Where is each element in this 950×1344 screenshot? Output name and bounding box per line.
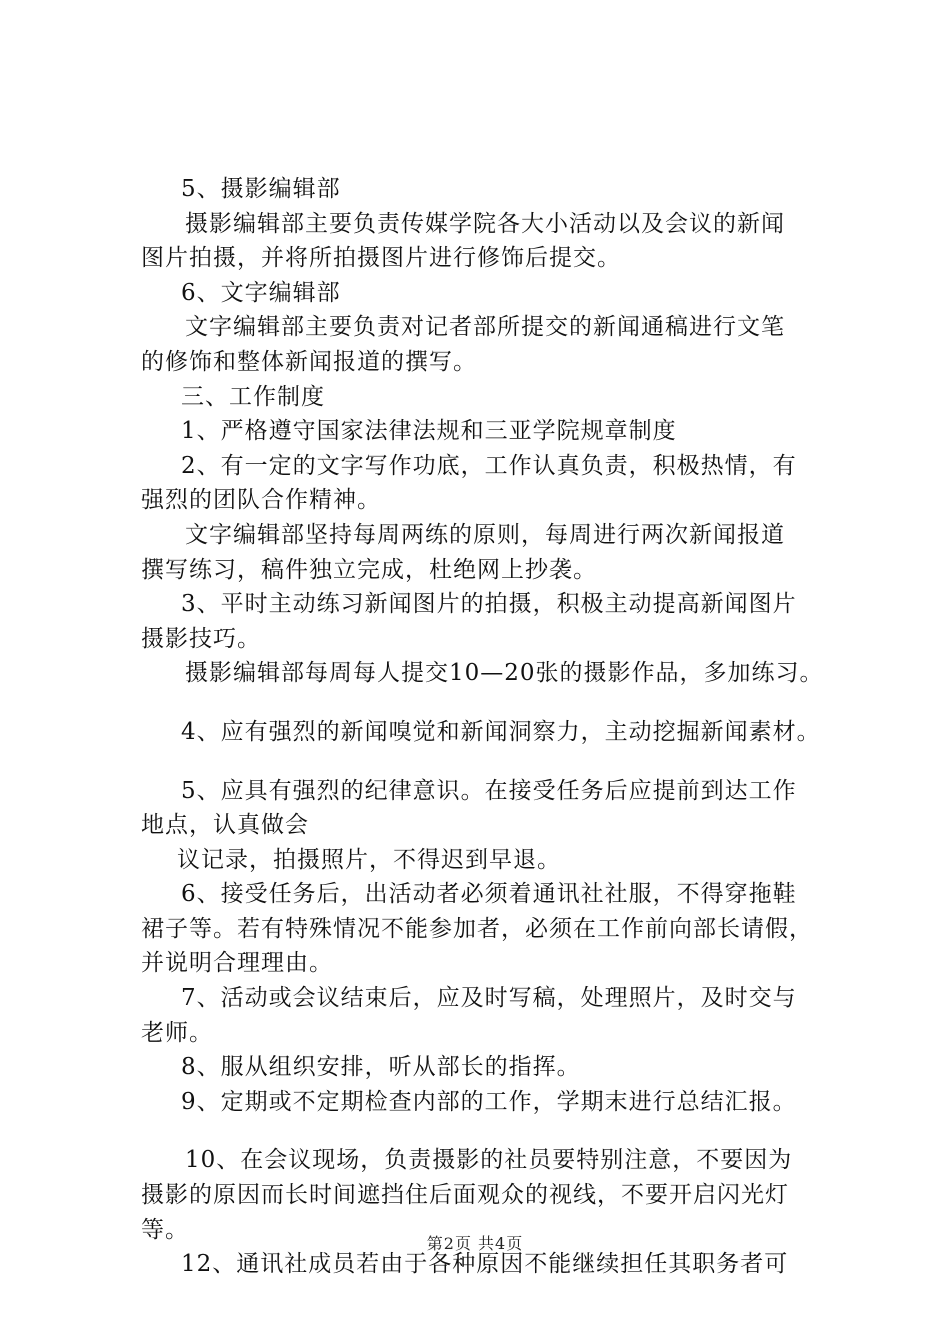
paragraph-line: 摄影的原因而长时间遮挡住后面观众的视线，不要开启闪光灯 bbox=[141, 1182, 789, 1209]
paragraph-line: 图片拍摄，并将所拍摄图片进行修饰后提交。 bbox=[141, 245, 621, 272]
rule-item: 2、有一定的文字写作功底，工作认真负责，积极热情，有 bbox=[181, 452, 797, 479]
spacer bbox=[141, 1119, 861, 1143]
rule-item: 8、服从组织安排，听从部长的指挥。 bbox=[181, 1054, 581, 1081]
rule-item: 3、平时主动练习新闻图片的拍摄，积极主动提高新闻图片 bbox=[181, 591, 797, 618]
paragraph-line: 文字编辑部坚持每周两练的原则，每周进行两次新闻报道 bbox=[185, 521, 785, 548]
section-heading-text-editing: 6、文字编辑部 bbox=[181, 279, 341, 306]
section-heading-work-rules: 三、工作制度 bbox=[181, 383, 325, 410]
paragraph-line: 裙子等。若有特殊情况不能参加者，必须在工作前向部长请假， bbox=[141, 915, 813, 942]
section-heading-photo-editing: 5、摄影编辑部 bbox=[181, 176, 341, 202]
paragraph-line: 议记录，拍摄照片，不得迟到早退。 bbox=[177, 846, 561, 873]
paragraph-line: 摄影技巧。 bbox=[141, 625, 261, 652]
paragraph-line: 老师。 bbox=[141, 1019, 213, 1046]
paragraph-line: 撰写练习，稿件独立完成，杜绝网上抄袭。 bbox=[141, 556, 597, 583]
spacer bbox=[141, 691, 861, 715]
document-body bbox=[141, 172, 861, 1282]
page-number-footer: 第2页 共4页 bbox=[426, 1234, 524, 1253]
rule-item: 5、应具有强烈的纪律意识。在接受任务后应提前到达工作 bbox=[181, 777, 797, 804]
rule-item: 1、严格遵守国家法律法规和三亚学院规章制度 bbox=[181, 418, 677, 445]
paragraph-line: 摄影编辑部每周每人提交10—20张的摄影作品，多加练习。 bbox=[185, 660, 824, 687]
rule-item: 9、定期或不定期检查内部的工作，学期末进行总结汇报。 bbox=[181, 1088, 797, 1115]
rule-item: 7、活动或会议结束后，应及时写稿，处理照片，及时交与 bbox=[181, 985, 797, 1012]
rule-item: 12、通讯社成员若由于各种原因不能继续担任其职务者可 bbox=[181, 1251, 789, 1278]
paragraph-line: 文字编辑部主要负责对记者部所提交的新闻通稿进行文笔 bbox=[185, 314, 785, 341]
paragraph-line: 的修饰和整体新闻报道的撰写。 bbox=[141, 348, 477, 375]
paragraph-line: 地点，认真做会 bbox=[141, 812, 309, 839]
spacer bbox=[141, 750, 861, 774]
paragraph-line: 摄影编辑部主要负责传媒学院各大小活动以及会议的新闻 bbox=[185, 210, 785, 237]
rule-item: 4、应有强烈的新闻嗅觉和新闻洞察力，主动挖掘新闻素材。 bbox=[181, 718, 821, 745]
paragraph-line: 并说明合理理由。 bbox=[141, 950, 333, 977]
paragraph-line: 等。 bbox=[141, 1216, 189, 1243]
rule-item: 10、在会议现场，负责摄影的社员要特别注意，不要因为 bbox=[185, 1147, 793, 1174]
paragraph-line: 强烈的团队合作精神。 bbox=[141, 487, 381, 514]
rule-item: 6、接受任务后，出活动者必须着通讯社社服，不得穿拖鞋 bbox=[181, 881, 797, 908]
